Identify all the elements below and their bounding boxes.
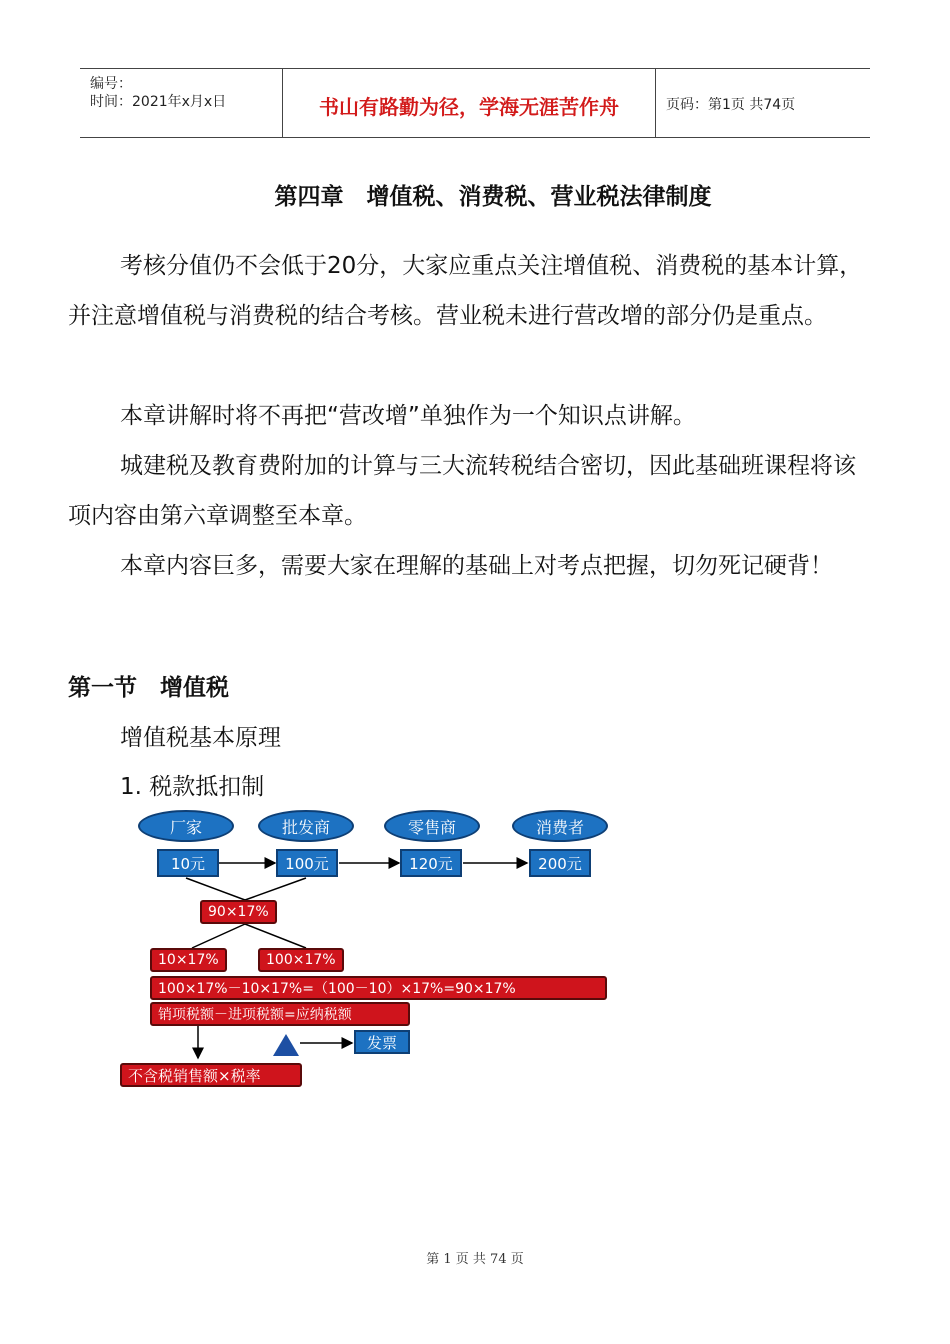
subheading-deduction: 1. 税款抵扣制 bbox=[120, 774, 265, 800]
party-wholesaler: 批发商 bbox=[258, 810, 354, 842]
price-consumer: 200元 bbox=[529, 849, 591, 877]
cross-line-right bbox=[245, 878, 306, 900]
paragraph-1: 考核分值仍不会低于20分，大家应重点关注增值税、消费税的基本计算，并注意增值税与消费税的结合考核。营业税未进行营改增的部分仍是重点。 bbox=[68, 253, 863, 329]
price-manufacturer: 10元 bbox=[157, 849, 219, 877]
paragraph-2: 本章讲解时将不再把“营改增”单独作为一个知识点讲解。 bbox=[120, 403, 696, 429]
party-manufacturer: 厂家 bbox=[138, 810, 234, 842]
paragraph-4: 本章内容巨多，需要大家在理解的基础上对考点把握，切勿死记硬背！ bbox=[120, 553, 833, 579]
tax-rule: 销项税额－进项税额=应纳税额 bbox=[150, 1002, 410, 1026]
price-retailer: 120元 bbox=[400, 849, 462, 877]
split-line-left bbox=[192, 924, 245, 948]
split-line-right bbox=[245, 924, 306, 948]
motto: 书山有路勤为径，学海无涯苦作舟 bbox=[319, 95, 619, 119]
section-heading: 第一节 增值税 bbox=[68, 675, 229, 701]
subheading-principle: 增值税基本原理 bbox=[120, 725, 281, 751]
party-consumer: 消费者 bbox=[512, 810, 608, 842]
triangle-icon bbox=[273, 1034, 299, 1056]
calc-output-tax: 100×17% bbox=[258, 948, 344, 972]
calc-formula: 100×17%－10×17%=（100－10）×17%=90×17% bbox=[150, 976, 607, 1000]
chapter-title: 第四章 增值税、消费税、营业税法律制度 bbox=[274, 184, 712, 210]
number-label: 编号： bbox=[90, 76, 132, 92]
calc-added-value: 90×17% bbox=[200, 900, 277, 924]
time-label: 时间：2021年x月x日 bbox=[90, 94, 227, 110]
output-tax-formula: 不含税销售额×税率 bbox=[120, 1063, 302, 1087]
page-label: 页码：第1页 共74页 bbox=[666, 97, 796, 113]
cross-line-left bbox=[186, 878, 245, 900]
invoice-box: 发票 bbox=[354, 1030, 410, 1054]
calc-input-tax: 10×17% bbox=[150, 948, 227, 972]
paragraph-3: 城建税及教育费附加的计算与三大流转税结合密切，因此基础班课程将该项内容由第六章调整至本章。 bbox=[68, 453, 856, 529]
party-retailer: 零售商 bbox=[384, 810, 480, 842]
page-footer: 第 1 页 共 74 页 bbox=[426, 1252, 524, 1267]
price-wholesaler: 100元 bbox=[276, 849, 338, 877]
